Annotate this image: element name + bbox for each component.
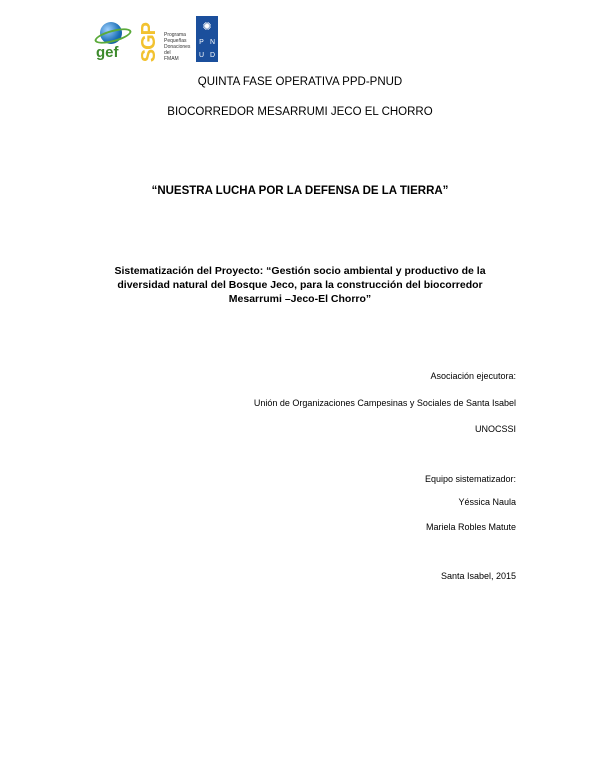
executor-acronym: UNOCSSI — [474, 424, 516, 434]
logos — [92, 16, 218, 62]
project-subtitle: Sistematización del Proyecto: “Gestión socio ambiental y productivo de la diversidad natural del Bosque Jeco, para la construcción del biocorredor Mesarrumi –Jeco-El Chorro” — [114, 265, 486, 305]
team-member: Yéssica Naula — [458, 497, 516, 507]
team-label: Equipo sistematizador: — [424, 474, 516, 484]
place-date: Santa Isabel, 2015 — [440, 571, 516, 581]
executor-label: Asociación ejecutora: — [430, 371, 516, 381]
team-member: Mariela Robles Matute — [425, 522, 516, 532]
slogan: “NUESTRA LUCHA POR LA DEFENSA DE LA TIERRA” — [151, 185, 449, 197]
title-phase: QUINTA FASE OPERATIVA PPD-PNUD — [197, 76, 403, 88]
sgp-logo: SGP Programa Pequeñas Donaciones del FMAM — [138, 22, 191, 62]
executor-name: Unión de Organizaciones Campesinas y Sociales de Santa Isabel — [253, 398, 516, 408]
pnud-logo: ✺ P N U D — [196, 16, 218, 62]
title-corridor: BIOCORREDOR MESARRUMI JECO EL CHORRO — [167, 106, 433, 118]
gef-logo: gef — [92, 18, 128, 62]
